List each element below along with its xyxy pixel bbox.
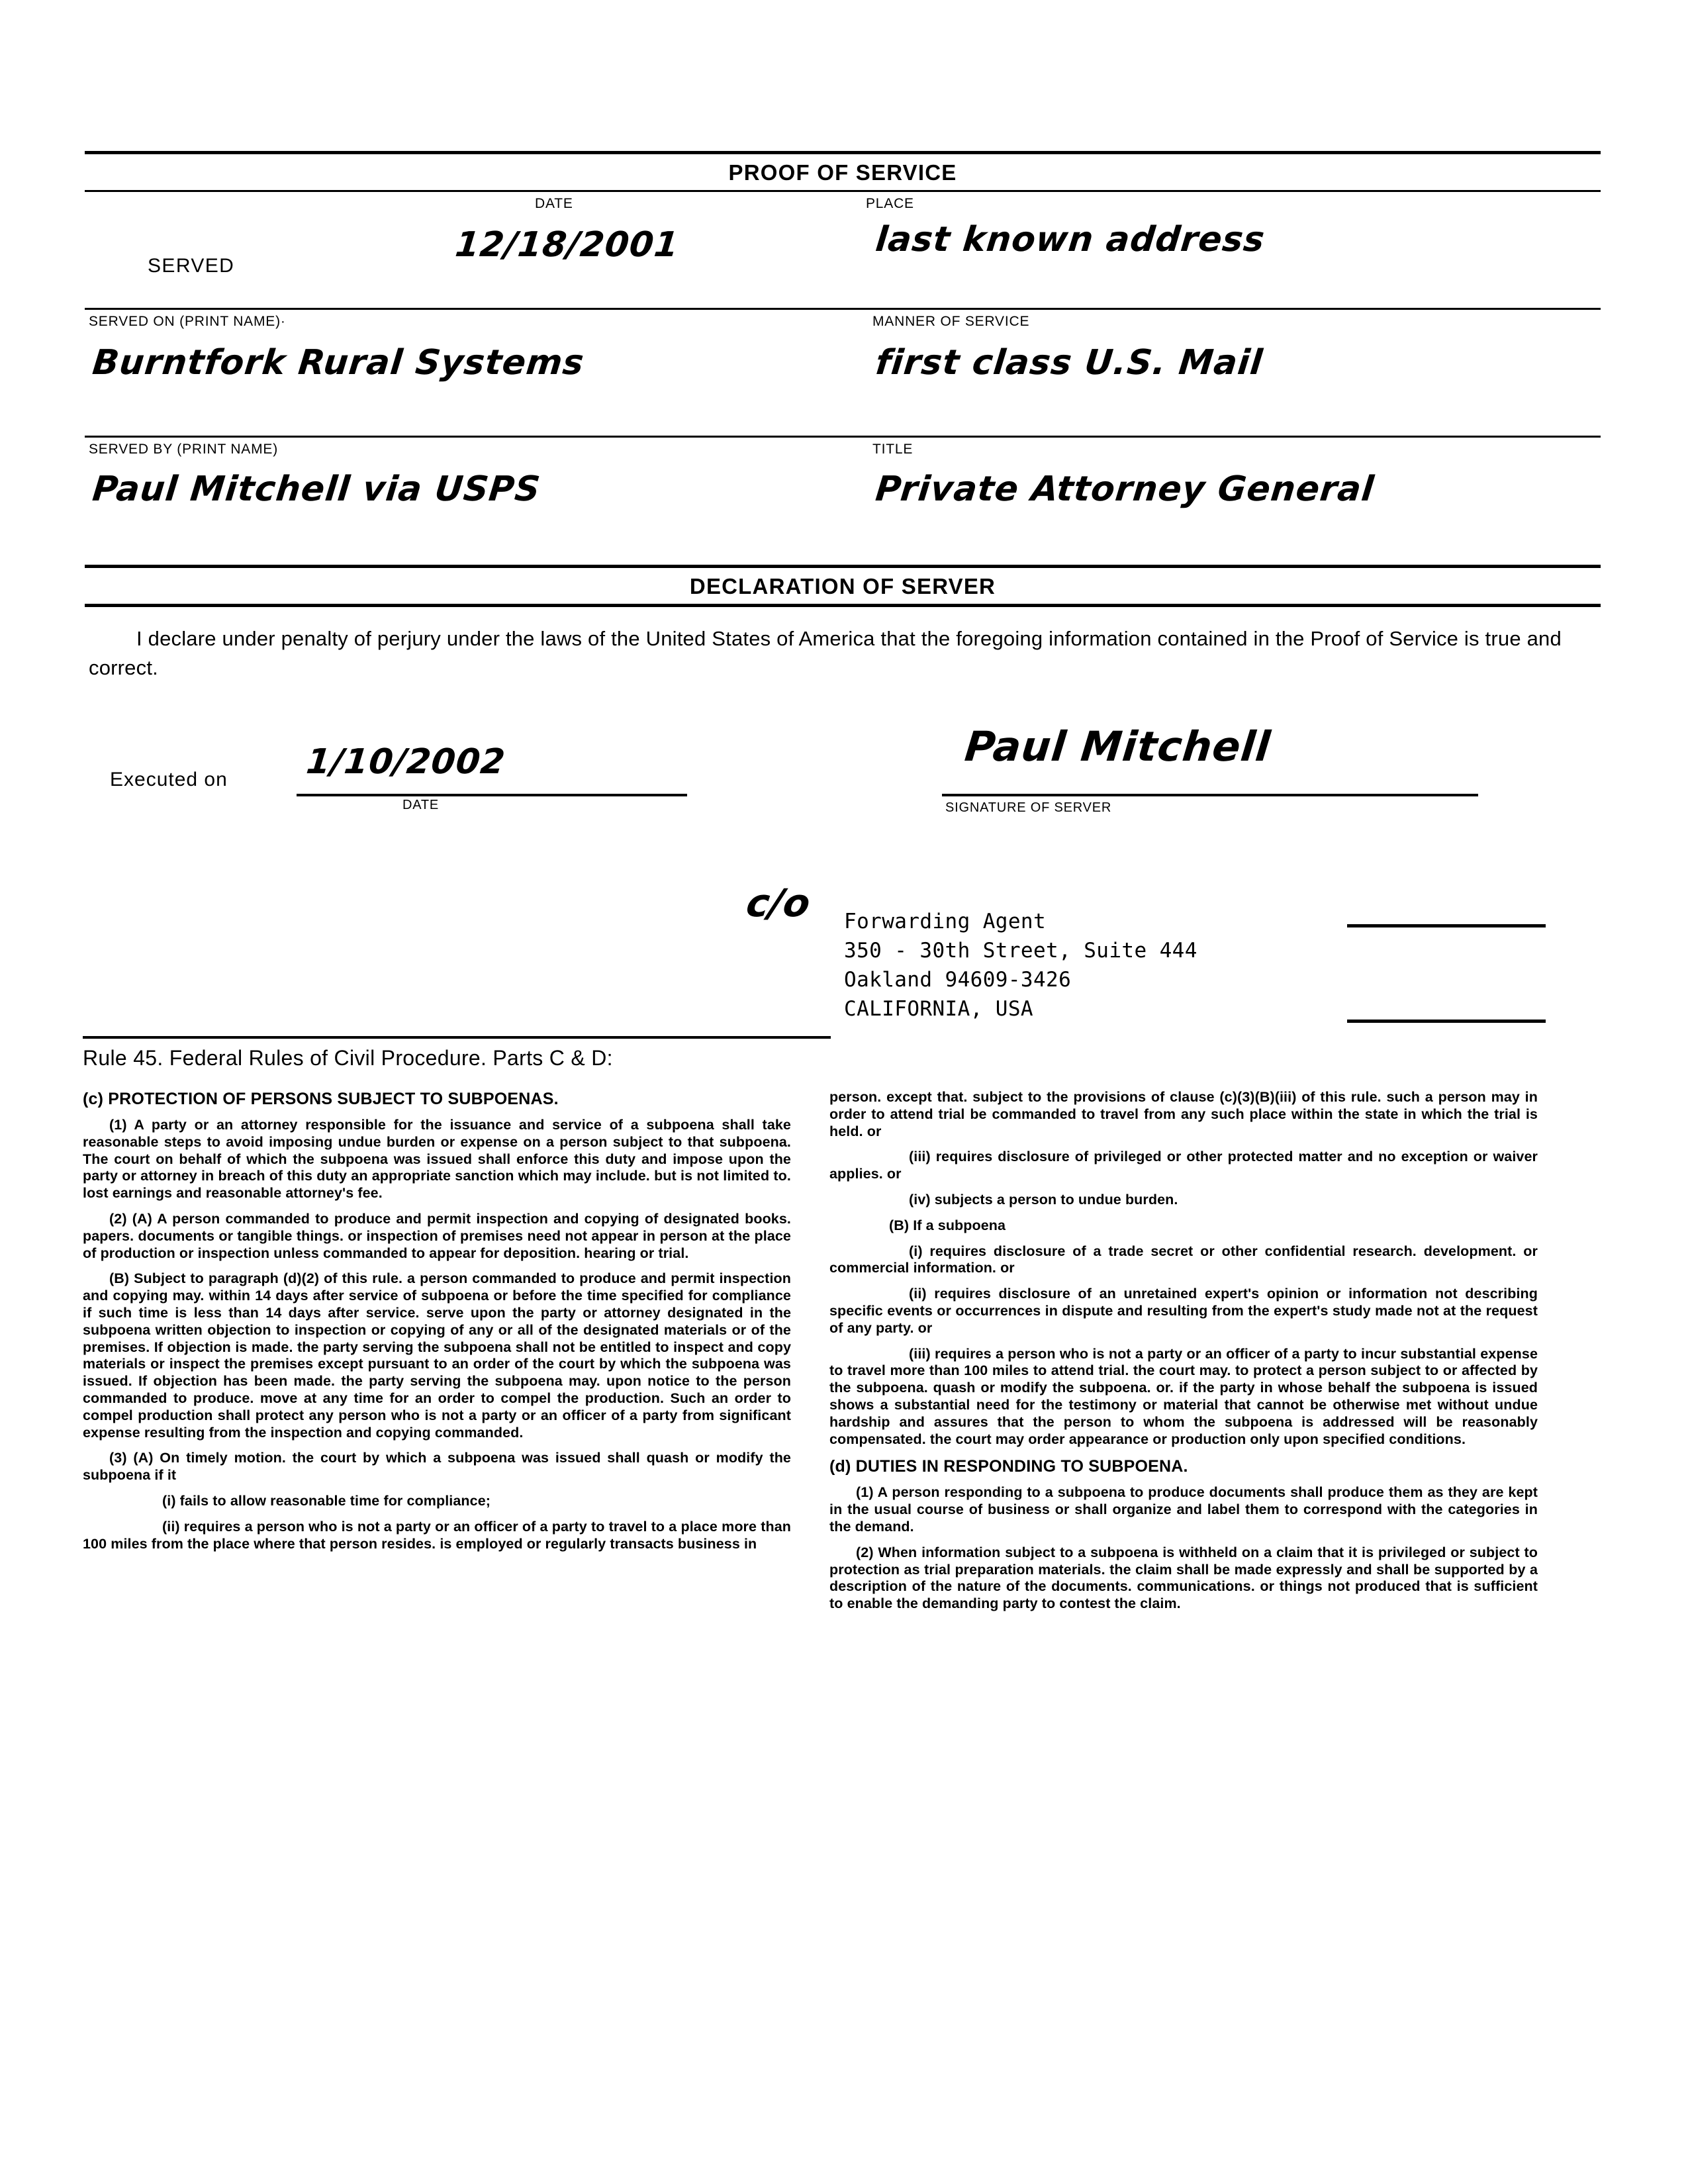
rule45-paragraph: (3) (A) On timely motion. the court by which a subpoena was issued shall quash or modify the subpoena if it [83,1450,791,1484]
served-by-value: Paul Mitchell via USPS [90,469,543,509]
divider-row-3 [85,565,1601,568]
rule45-divider [83,1036,831,1039]
rule45-columns [83,1089,1539,1621]
rule45-paragraph: (ii) requires disclosure of an unretained expert's opinion or information not describing specific events or occurrences in dispute and resulting from the expert's study made not at the request of any party. or [829,1286,1538,1336]
served-label: SERVED [148,255,235,277]
rule45-paragraph: (iii) requires a person who is not a party or an officer of a party to incur substantial expense to travel more than 100 miles to attend trial. the court may. to protect a person subject to or affected by the subpoena. quash or modify the subpoena. or. if the party in whose behalf the subpoena is issued shows a substantial need for the testimony or material that cannot be otherwise met without undue hardship and assures that the person to whom the subpoena is addressed will be reasonably compensated. the court may order appearance or production only upon specified conditions. [829,1345,1538,1447]
signature-value: Paul Mitchell [962,722,1274,771]
declaration-body [85,607,1601,683]
date-label: DATE [535,196,573,211]
rule45-heading: Rule 45. Federal Rules of Civil Procedure. Parts C & D: [83,1046,613,1070]
declaration-body-text: I declare under penalty of perjury under the laws of the United States of America that the foregoing information contained in the Proof of Service is true and correct. [89,627,1562,680]
title-value: Private Attorney General [873,469,1376,509]
rule45-right-column [829,1089,1538,1621]
proof-of-service-block [85,151,1601,860]
execution-row [85,708,1601,860]
executed-date-caption: DATE [402,798,440,813]
address-line: Forwarding Agent [844,910,1047,933]
rule45-paragraph: (2) (A) A person commanded to produce and permit inspection and copying of designated books. papers. documents or tangible things. or inspection of premises need not appear in person at the place of production or inspection unless commanded to appear for deposition. hearing or trial. [83,1210,791,1261]
rule45-paragraph: person. except that. subject to the provisions of clause (c)(3)(B)(iii) of this rule. such a person may in order to attend trial be commanded to travel from any such place within the state in which the trial is held. or [829,1089,1538,1139]
rule45-paragraph: (ii) requires a person who is not a party or an officer of a party to travel to a place more than 100 miles from the place where that person resides. is employed or regularly transacts business in [83,1518,791,1552]
manner-of-service-value: first class U.S. Mail [873,343,1265,383]
rule45-paragraph: (B) If a subpoena [889,1217,1006,1233]
rule45-paragraph: (i) requires disclosure of a trade secret or other confidential research. development. or commercial information. or [829,1243,1538,1276]
declaration-title: DECLARATION OF SERVER [689,574,996,598]
signature-caption: SIGNATURE OF SERVER [945,800,1112,816]
rule45-paragraph: (1) A party or an attorney responsible for the issuance and service of a subpoena shall take reasonable steps to avoid imposing undue burden or expense on a person subject to that subpoena. The court on behalf of which the subpoena was issued shall enforce this duty and impose upon the party or attorney in breach of this duty an appropriate sanction which may include. but is not limited to. lost earnings and reasonable attorney's fee. [83,1117,791,1202]
title-label: TITLE [872,442,914,457]
address-line: Oakland 94609-3426 [844,968,1072,992]
executed-date-rule [297,794,687,796]
executed-on-label: Executed on [110,769,228,791]
place-value: last known address [873,220,1267,260]
manner-of-service-label: MANNER OF SERVICE [872,314,1030,329]
date-value: 12/18/2001 [453,225,681,265]
rule45-paragraph: (2) When information subject to a subpoena is withheld on a claim that it is privileged or subject to protection as trial preparation materials. the claim shall be made expressly and shall be supported by a description of the nature of the documents. communications. or things not produced that is sufficient to enable the demanding party to contest the claim. [829,1544,1538,1612]
executed-date-value: 1/10/2002 [304,742,508,783]
rule45-paragraph: (i) fails to allow reasonable time for compliance; [162,1492,491,1509]
rule45-left-column [83,1089,791,1621]
forwarding-address-block [844,907,1197,1023]
care-of-mark: c/o [743,880,814,926]
section-d-title: (d) DUTIES IN RESPONDING TO SUBPOENA. [829,1457,1188,1476]
rule45-paragraph: (1) A person responding to a subpoena to produce documents shall produce them as they are kept in the usual course of business or shall organize and label them to correspond with the categories in the demand. [829,1484,1538,1535]
address-rule-bottom [1347,1020,1546,1023]
address-line: 350 - 30th Street, Suite 444 [844,939,1197,963]
rule45-paragraph: (iii) requires disclosure of privileged or other protected matter and no exception or waiver applies. or [829,1149,1538,1182]
served-on-value: Burntfork Rural Systems [90,343,586,383]
signature-rule [942,794,1478,796]
address-rule-top [1347,924,1546,927]
section-c-title: (c) PROTECTION OF PERSONS SUBJECT TO SUBPOENAS. [83,1090,559,1108]
place-label: PLACE [866,196,914,211]
served-by-label: SERVED BY (PRINT NAME) [89,442,278,457]
row-date-place [85,192,1601,310]
address-line: CALIFORNIA, USA [844,997,1033,1021]
row-servedon-manner [85,310,1601,438]
row-servedby-title [85,438,1601,568]
proof-of-service-title: PROOF OF SERVICE [728,160,957,185]
rule45-paragraph: (iv) subjects a person to undue burden. [909,1191,1178,1208]
rule45-paragraph: (B) Subject to paragraph (d)(2) of this rule. a person commanded to produce and permit inspection and copying may. within 14 days after service of subpoena or before the time specified for compliance if such time is less than 14 days after service. serve upon the party or attorney designated in the subpoena written objection to inspection or copying of any or all of the designated materials or of the premises. If objection is made. the party serving the subpoena shall not be entitled to inspect and copy materials or inspect the premises except pursuant to an order of the court by which the subpoena was issued. If objection has been made. the party serving the subpoena may. upon notice to the person commanded to produce. move at any time for an order to compel the production. Such an order to compel production shall protect any person who is not a party or an officer of a party from significant expense resulting from the inspection and copying commanded. [83,1270,791,1441]
served-on-label: SERVED ON (PRINT NAME)· [89,314,286,329]
